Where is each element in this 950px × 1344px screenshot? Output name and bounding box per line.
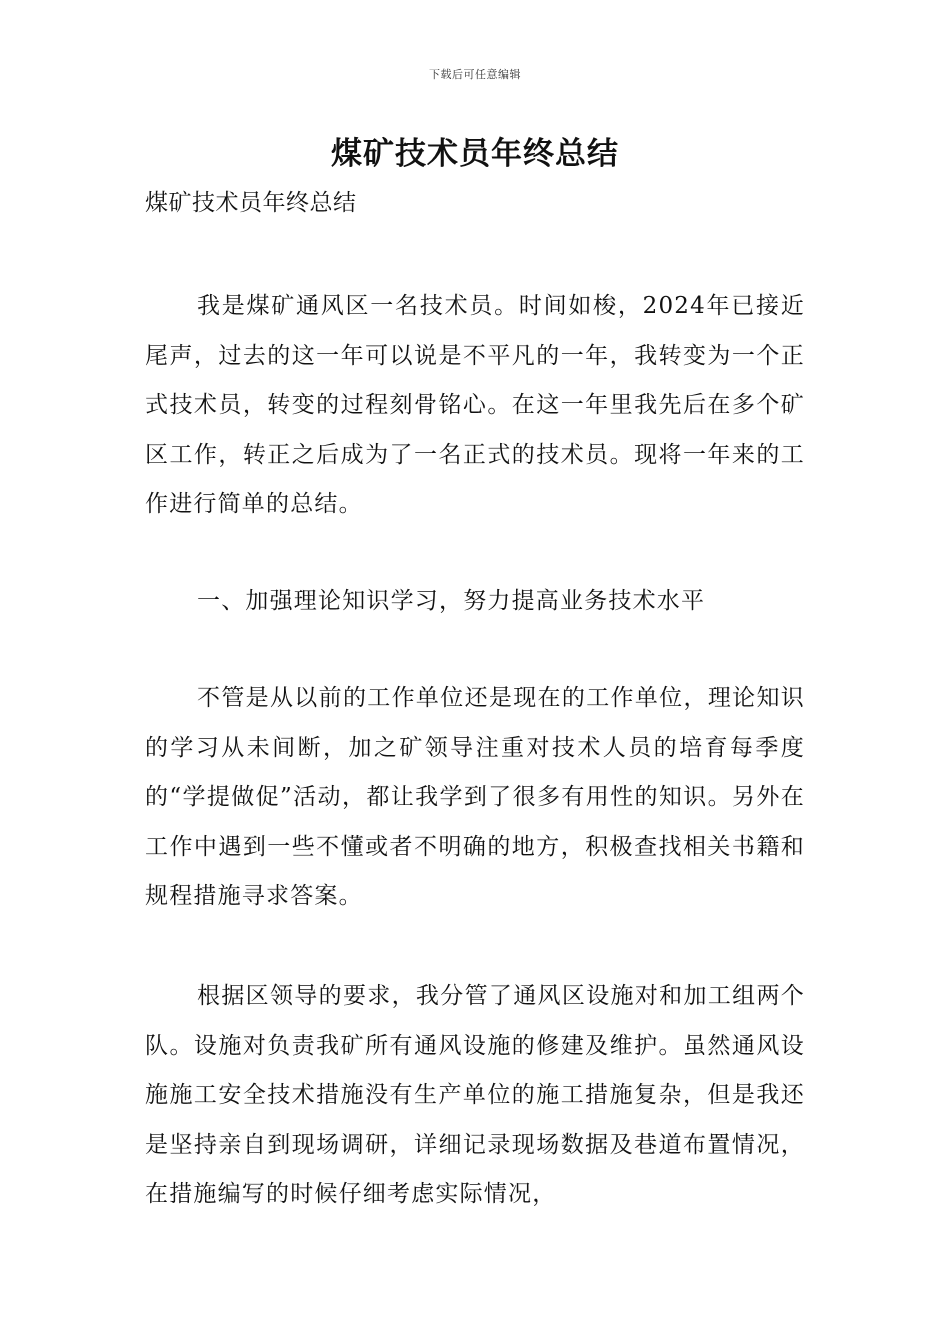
intro-paragraph: 我是煤矿通风区一名技术员。时间如梭，2024年已接近尾声，过去的这一年可以说是不平凡的一年，我转变为一个正式技术员，转变的过程刻骨铭心。在这一年里我先后在多个矿区工作，转正之后成为了一名正式的技术员。现将一年来的工作进行简单的总结。: [145, 293, 805, 517]
document-title: 煤矿技术员年终总结: [331, 136, 619, 172]
body-paragraph: 根据区领导的要求，我分管了通风区设施对和加工组两个队。设施对负责我矿所有通风设施的修建及维护。虽然通风设施施工安全技术措施没有生产单位的施工措施复杂，但是我还是坚持亲自到现场调研，详细记录现场数据及巷道布置情况，在措施编写的时候仔细考虑实际情况，: [145, 983, 805, 1207]
document-subtitle: 煤矿技术员年终总结: [145, 190, 357, 216]
section-heading: 一、加强理论知识学习，努力提高业务技术水平: [197, 588, 706, 614]
header-note: 下载后可任意编辑: [429, 68, 521, 81]
body-paragraph: 不管是从以前的工作单位还是现在的工作单位，理论知识的学习从未间断，加之矿领导注重对技术人员的培育每季度的“学提做促”活动，都让我学到了很多有用性的知识。另外在工作中遇到一些不懂或者不明确的地方，积极查找相关书籍和规程措施寻求答案。: [145, 685, 805, 909]
